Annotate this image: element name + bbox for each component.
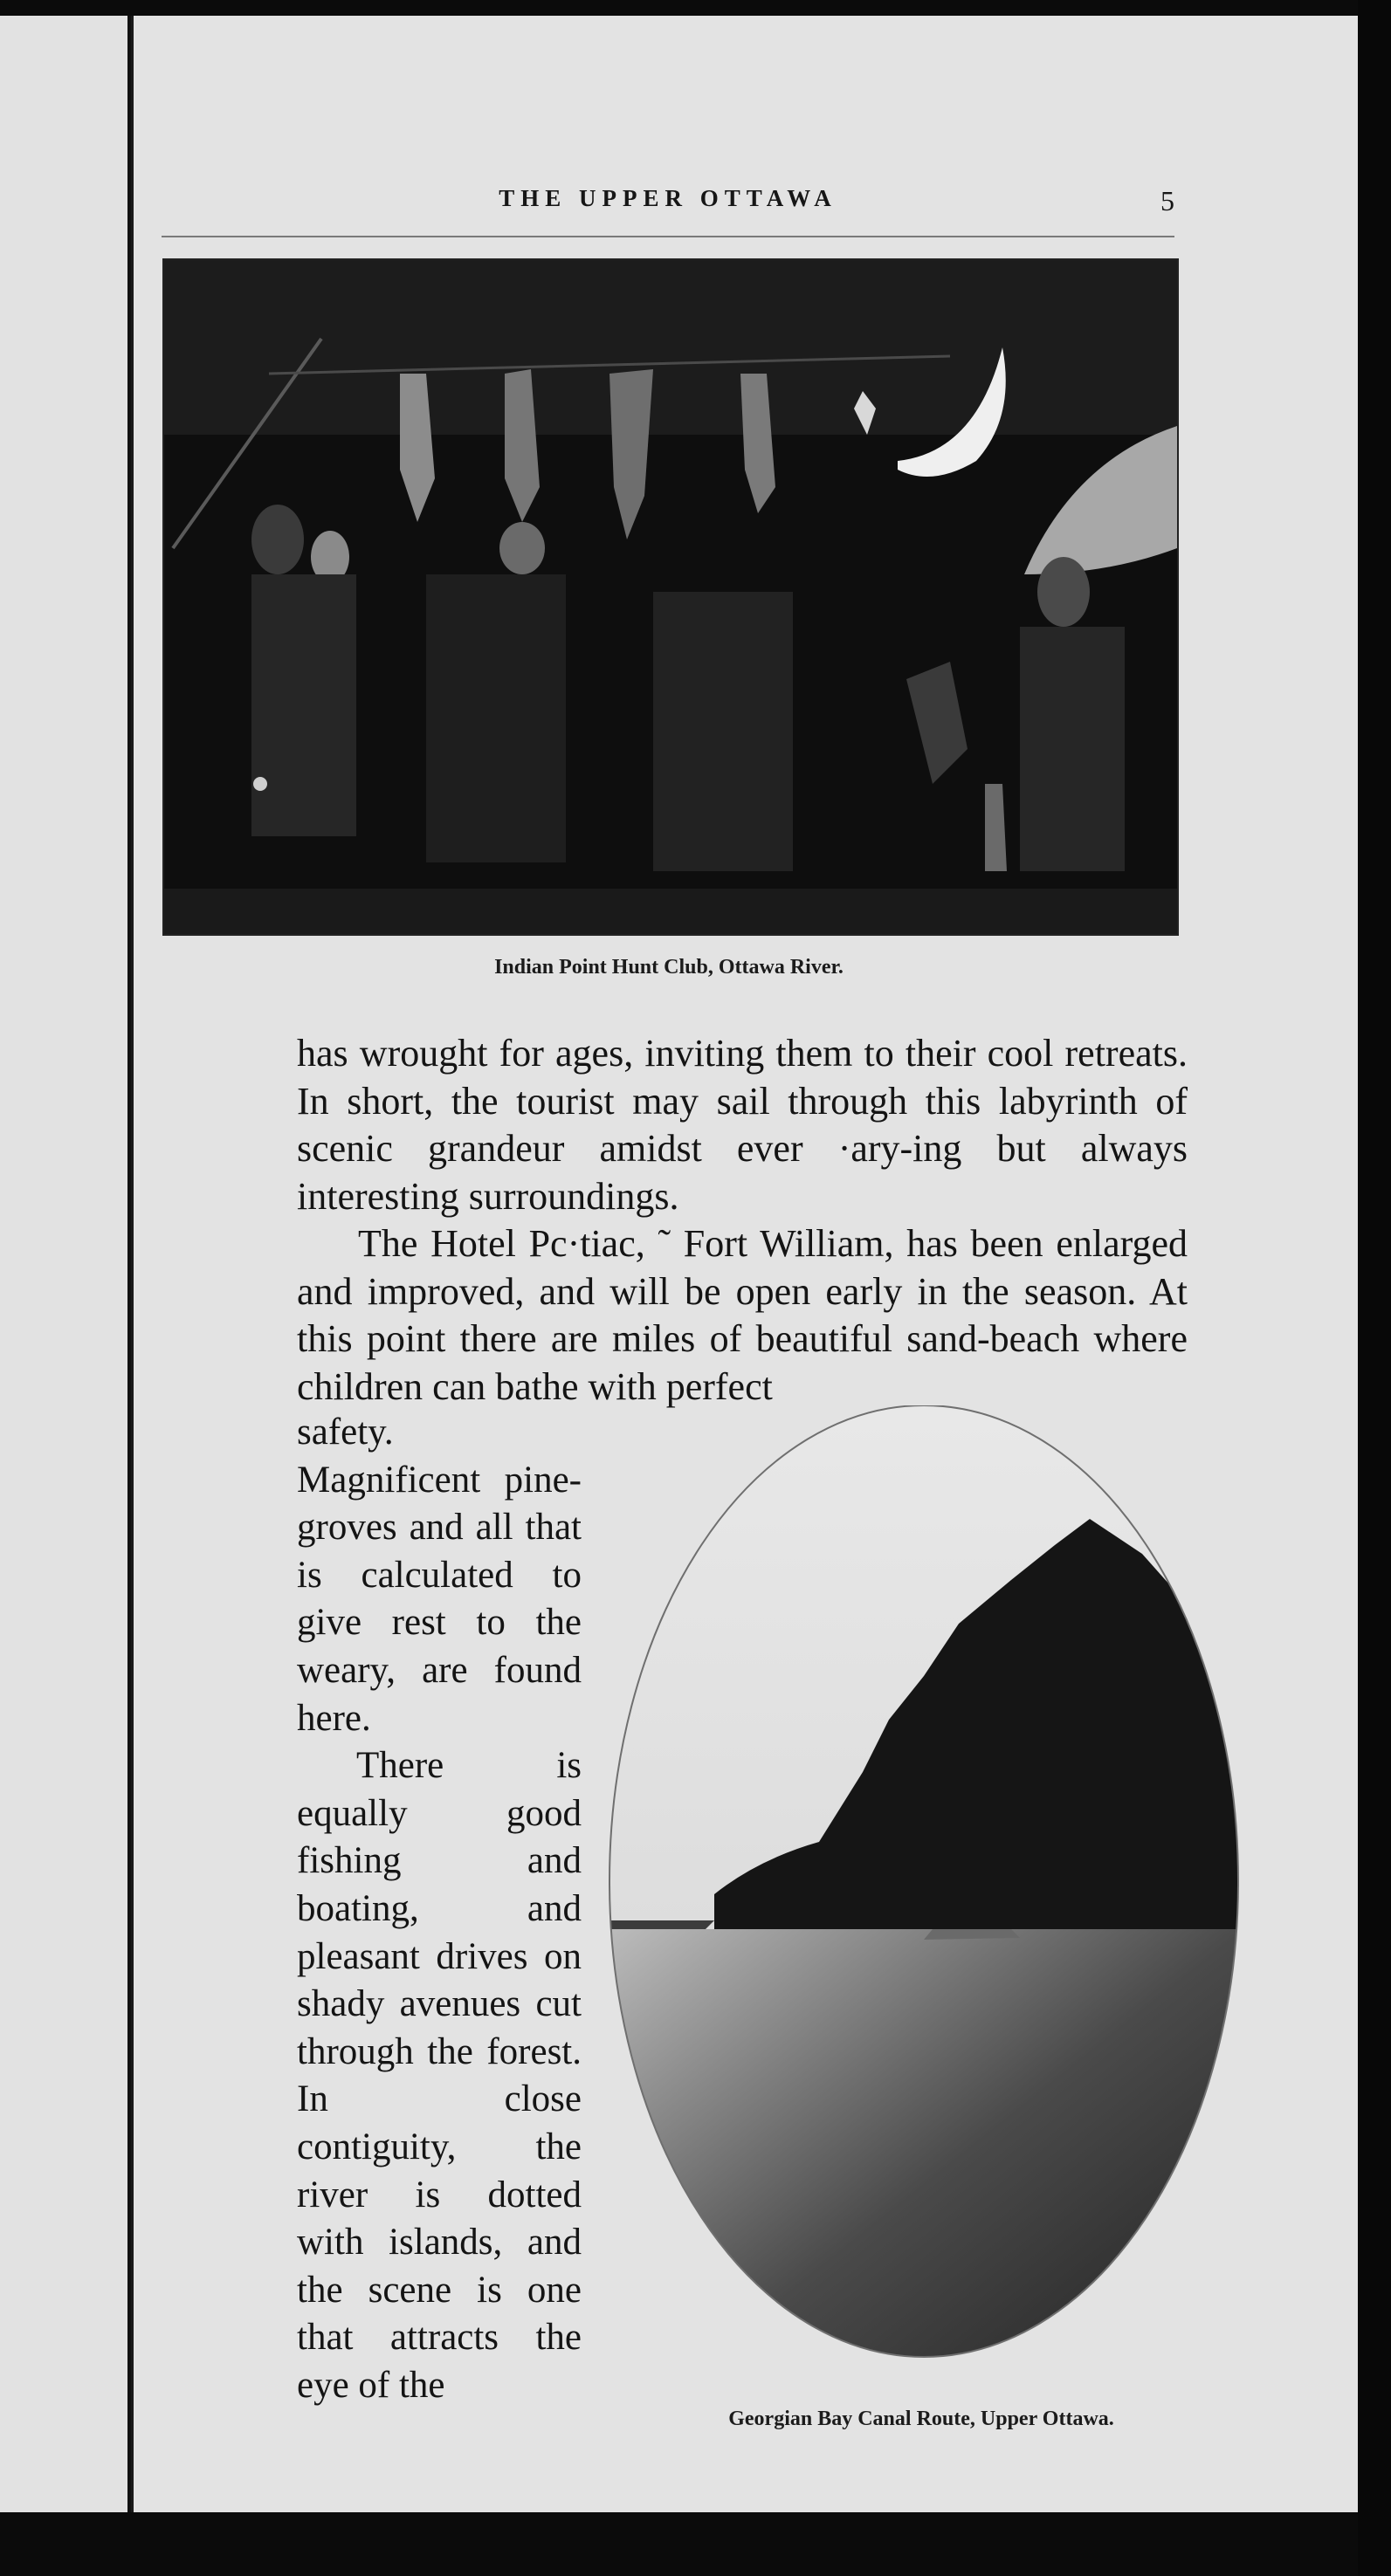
hunt-club-photo (162, 258, 1179, 936)
paragraph-hotel-pontiac: The Hotel Pc·tiac, ˜ Fort William, has been enlarged and improved, and will be open early in the season. At this point there are miles of beautiful sand-beach where children can bathe with perfect (297, 1222, 1188, 1408)
running-head (162, 166, 1174, 237)
facing-page-edge (0, 16, 131, 2512)
page-number: 5 (1160, 185, 1174, 216)
paragraph-fishing-boating: There is equally good fishing and boating, and pleasant drives on shady avenues cut through the forest. In close contiguity, the river is dotted with islands, and the scene is one that attracts the eye of the (297, 1745, 582, 2406)
paragraph-continuation: has wrought for ages, inviting them to their cool retreats. In short, the tourist may sail through this labyrinth of scenic grandeur amidst ever ·ary-ing but always interesting surroundings. (297, 1032, 1188, 1218)
canal-route-photo-image (601, 1405, 1247, 2444)
scan-border (1358, 0, 1391, 2576)
body-text-narrow-column (297, 1409, 582, 2409)
figure-caption-canal-route: Georgian Bay Canal Route, Upper Ottawa. (728, 2408, 1114, 2430)
canal-route-photo (601, 1405, 1247, 2444)
body-text-wide (297, 1030, 1188, 1411)
paragraph-hotel-continuation: safety. Magnificent pine-groves and all that is calculated to give rest to the weary, are found here. (297, 1412, 582, 1739)
running-title: THE UPPER OTTAWA (499, 185, 837, 211)
hunt-club-photo-image (164, 260, 1177, 934)
figure-caption-hunt-club: Indian Point Hunt Club, Ottawa River. (494, 956, 844, 979)
